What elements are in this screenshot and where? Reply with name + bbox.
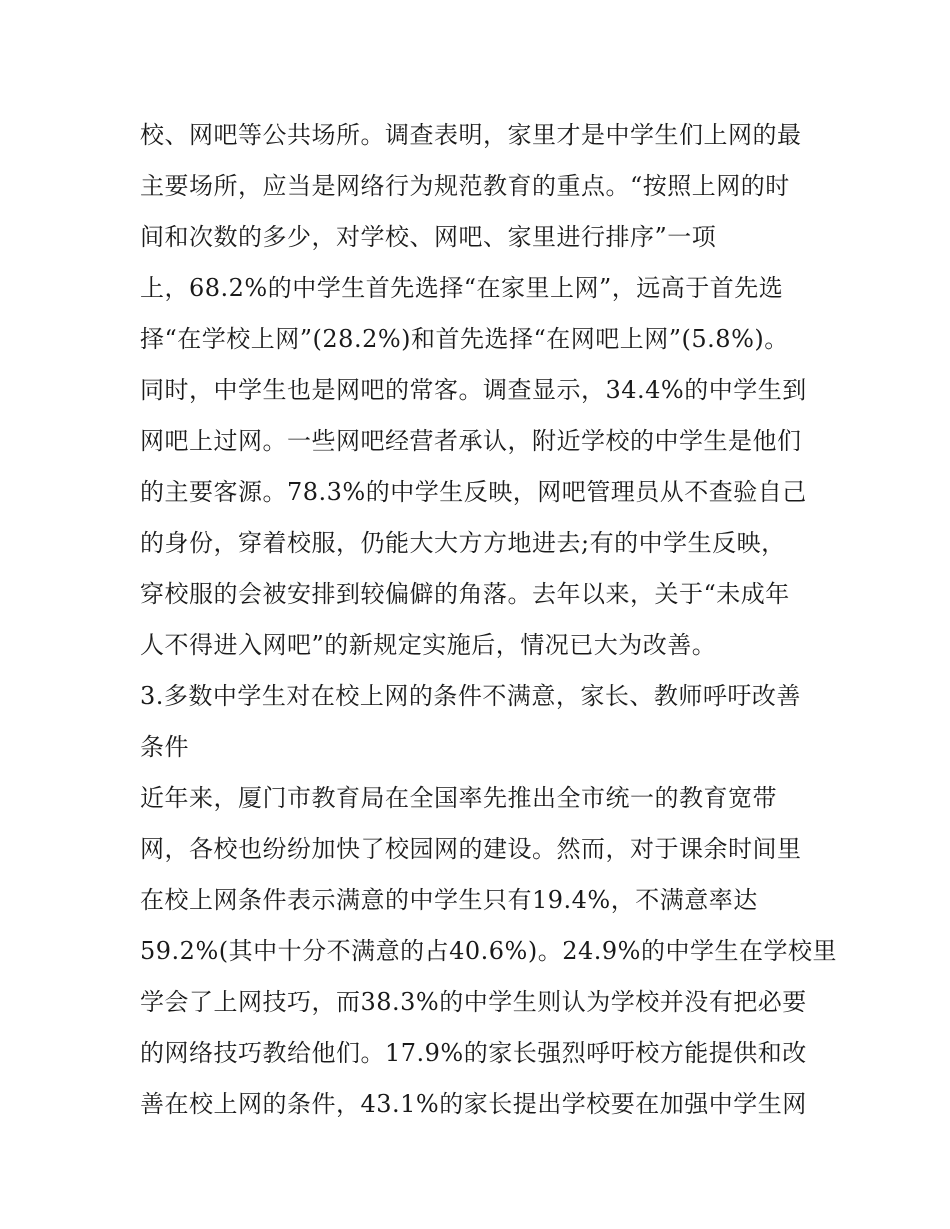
text-line: 上，68.2%的中学生首先选择“在家里上网”，远高于首先选 bbox=[140, 274, 784, 302]
text-line: 校、网吧等公共场所。调查表明，家里才是中学生们上网的最 bbox=[140, 121, 802, 149]
text-line: 近年来，厦门市教育局在全国率先推出全市统一的教育宽带 bbox=[140, 784, 777, 812]
text-line: 的网络技巧教给他们。17.9%的家长强烈呼吁校方能提供和改 bbox=[140, 1039, 807, 1067]
section-heading-line: 条件 bbox=[140, 733, 189, 761]
text-line: 择“在学校上网”(28.2%)和首先选择“在网吧上网”(5.8%)。 bbox=[140, 325, 789, 353]
text-line: 网，各校也纷纷加快了校园网的建设。然而，对于课余时间里 bbox=[140, 835, 802, 863]
text-line: 穿校服的会被安排到较偏僻的角落。去年以来，关于“未成年 bbox=[140, 580, 790, 608]
body-text bbox=[140, 110, 837, 1130]
text-line: 的主要客源。78.3%的中学生反映，网吧管理员从不查验自己 bbox=[140, 478, 807, 506]
text-line: 同时，中学生也是网吧的常客。调查显示，34.4%的中学生到 bbox=[140, 376, 807, 404]
text-line: 59.2%(其中十分不满意的占40.6%)。24.9%的中学生在学校里 bbox=[140, 937, 837, 965]
text-line: 人不得进入网吧”的新规定实施后，情况已大为改善。 bbox=[140, 631, 717, 659]
text-line: 网吧上过网。一些网吧经营者承认，附近学校的中学生是他们 bbox=[140, 427, 802, 455]
text-line: 主要场所，应当是网络行为规范教育的重点。“按照上网的时 bbox=[140, 172, 790, 200]
text-line: 间和次数的多少，对学校、网吧、家里进行排序”一项 bbox=[140, 223, 717, 251]
text-line: 的身份，穿着校服，仍能大大方方地进去;有的中学生反映， bbox=[140, 529, 786, 557]
text-line: 善在校上网的条件，43.1%的家长提出学校要在加强中学生网 bbox=[140, 1090, 807, 1118]
text-line: 学会了上网技巧，而38.3%的中学生则认为学校并没有把必要 bbox=[140, 988, 807, 1016]
text-line: 在校上网条件表示满意的中学生只有19.4%，不满意率达 bbox=[140, 886, 758, 914]
section-heading-line: 3.多数中学生对在校上网的条件不满意，家长、教师呼吁改善 bbox=[140, 682, 801, 710]
